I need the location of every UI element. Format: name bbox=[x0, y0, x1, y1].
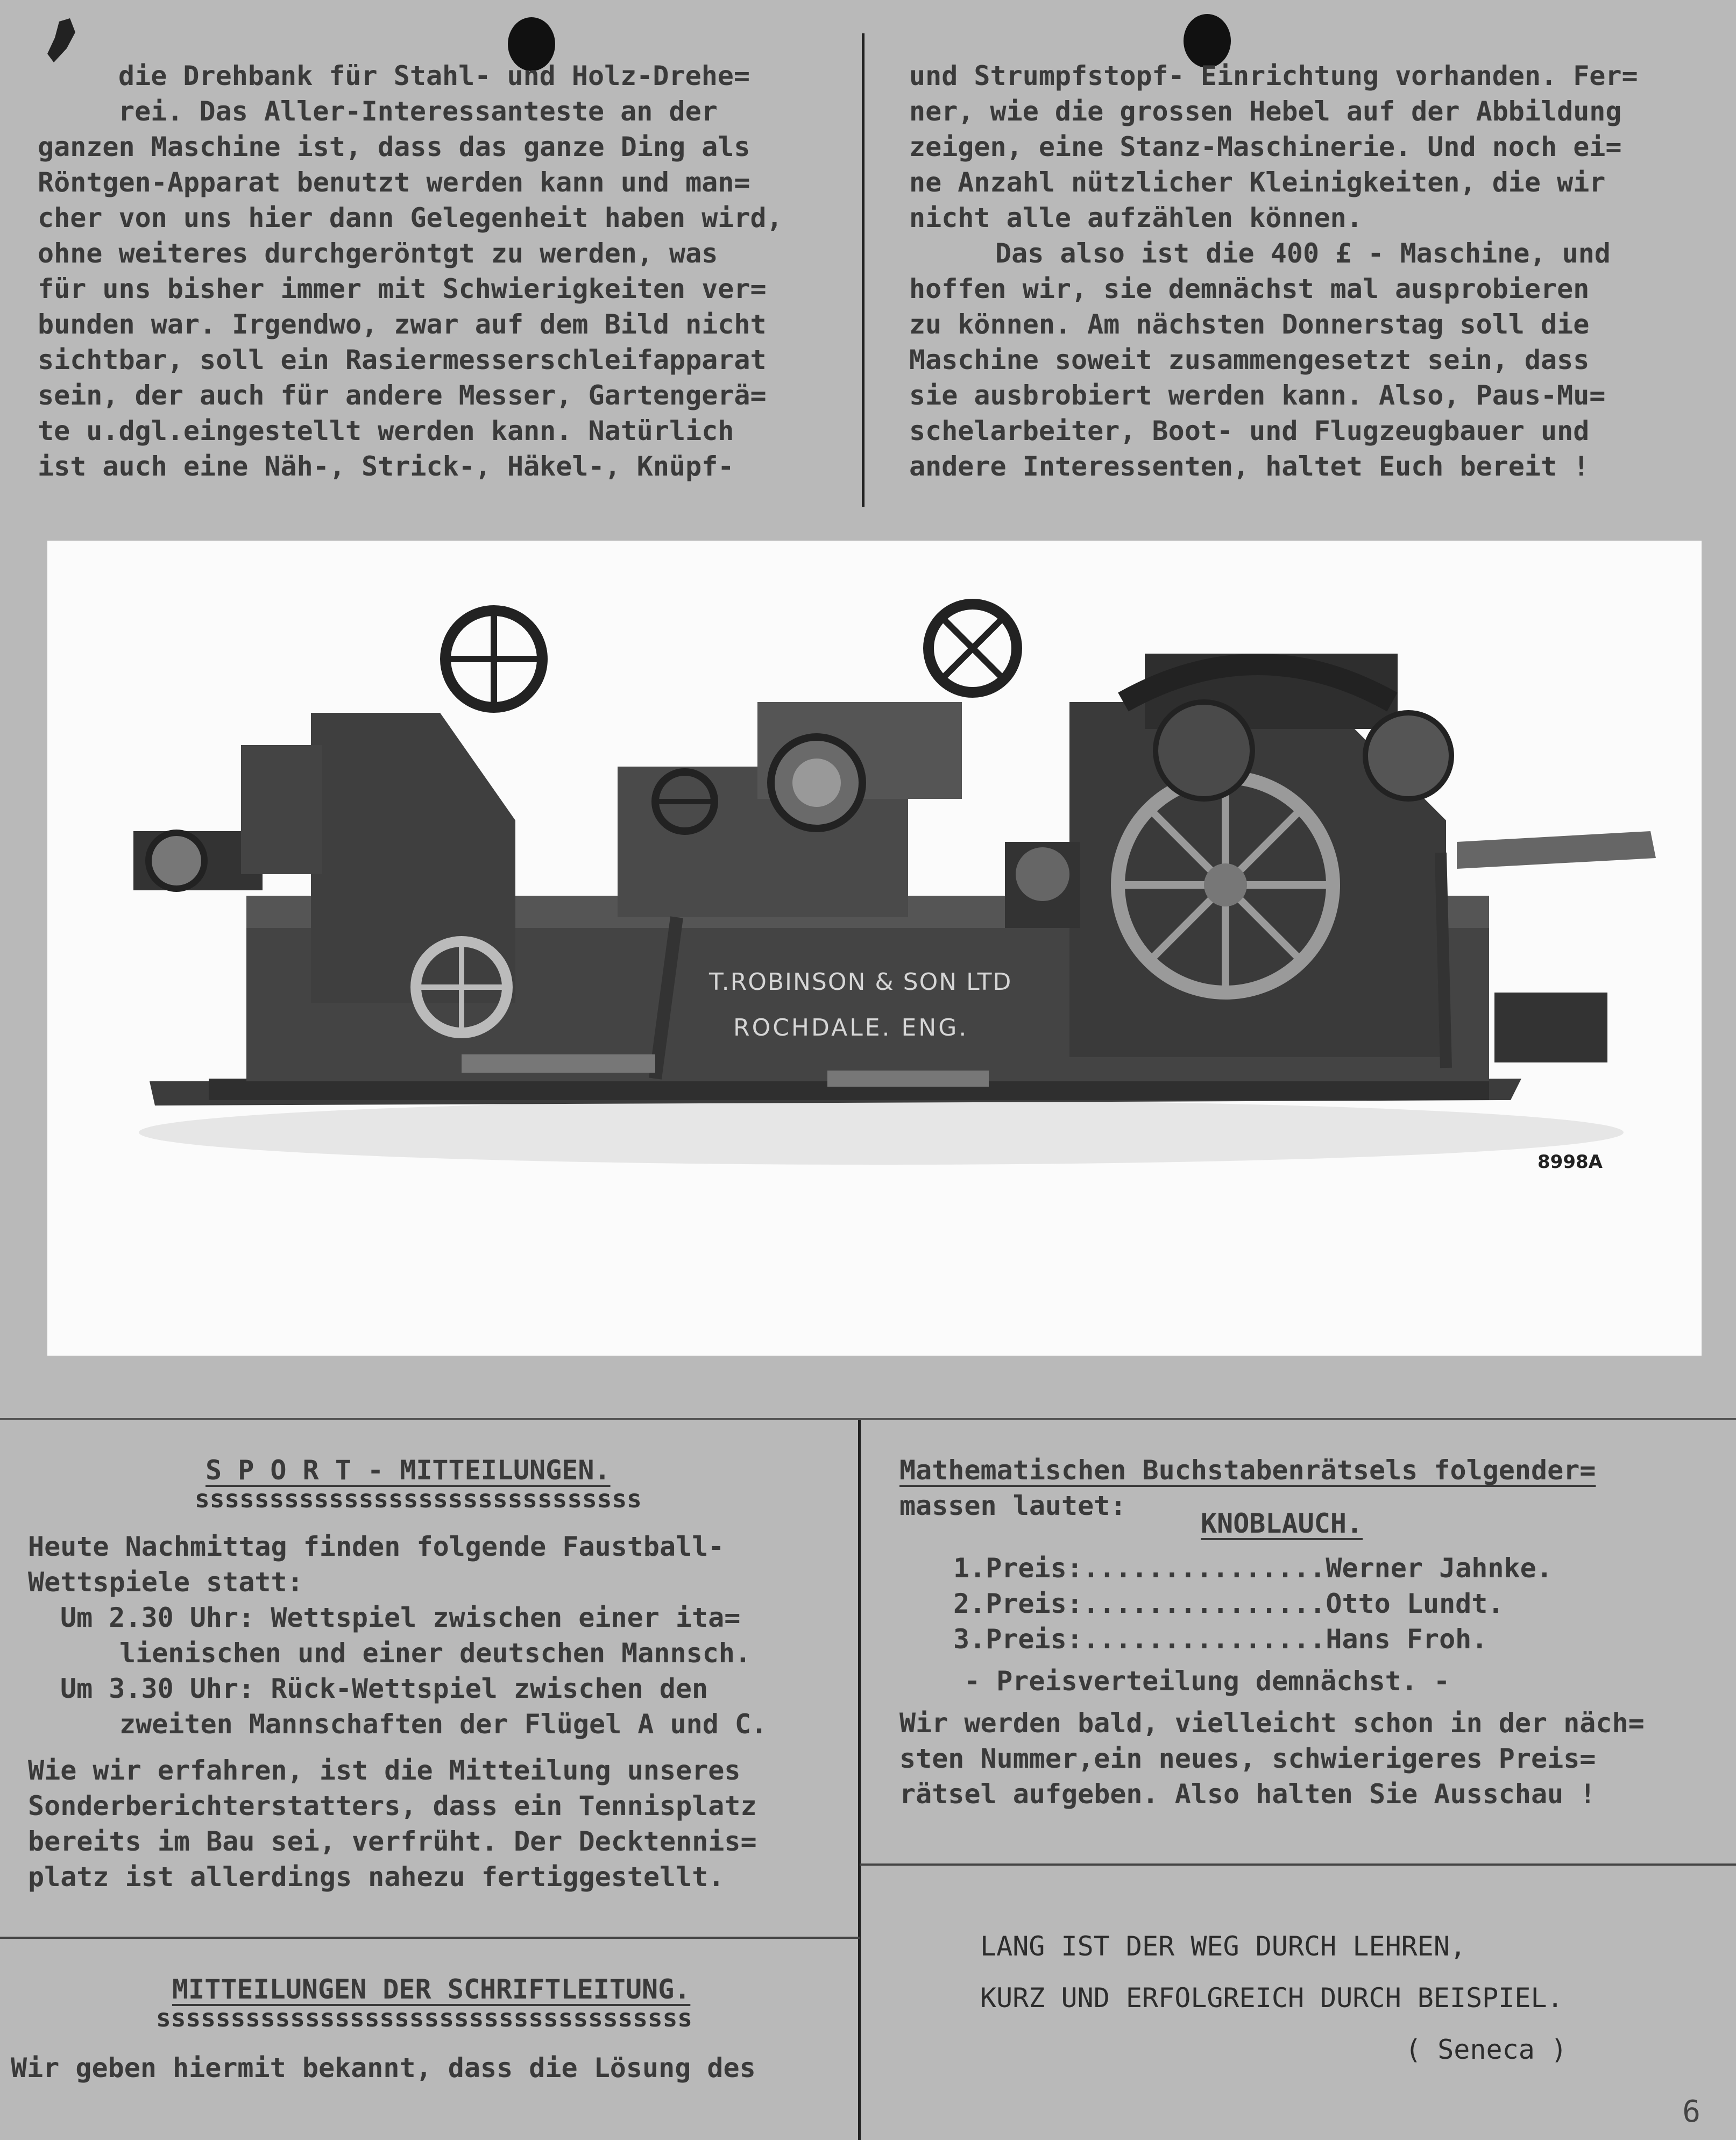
text-line: bereits im Bau sei, verfrüht. Der Decktennis= bbox=[28, 1826, 757, 1857]
text-line: Um 2.30 Uhr: Wettspiel zwischen einer ita= bbox=[60, 1602, 741, 1633]
maker-location: ROCHDALE. ENG. bbox=[733, 1014, 969, 1041]
quote-author: ( Seneca ) bbox=[1405, 2034, 1568, 2065]
prize-line: 2.Preis:...............Otto Lundt. bbox=[953, 1588, 1504, 1619]
text-line: hoffen wir, sie demnächst mal ausprobieren bbox=[909, 273, 1590, 304]
text-line: Wir werden bald, vielleicht schon in der näch= bbox=[899, 1707, 1645, 1739]
text-line: Heute Nachmittag finden folgende Faustball- bbox=[28, 1531, 725, 1562]
prize-note: - Preisverteilung demnächst. - bbox=[964, 1666, 1450, 1697]
machine-illustration bbox=[47, 541, 1702, 1356]
quote-line-2: KURZ UND ERFOLGREICH DURCH BEISPIEL. bbox=[980, 1982, 1563, 2014]
text-line: Wettspiele statt: bbox=[28, 1567, 303, 1598]
prize-line: 3.Preis:...............Hans Froh. bbox=[953, 1624, 1488, 1655]
sport-section bbox=[28, 1452, 767, 1895]
text-line: Maschine soweit zusammengesetzt sein, dass bbox=[909, 344, 1590, 375]
bottom-top-rule bbox=[0, 1418, 1736, 1420]
text-line: die Drehbank für Stahl- und Holz-Drehe= bbox=[118, 60, 750, 91]
text-line: nicht alle aufzählen können. bbox=[909, 202, 1363, 233]
sport-editor-rule bbox=[0, 1937, 860, 1939]
top-right-column bbox=[909, 58, 1638, 484]
text-line: sie ausbrobiert werden kann. Also, Paus-Mu= bbox=[909, 380, 1606, 411]
text-line: Um 3.30 Uhr: Rück-Wettspiel zwischen den bbox=[60, 1673, 708, 1704]
text-line: rätsel aufgeben. Also halten Sie Ausschau ! bbox=[899, 1778, 1596, 1810]
editor-section bbox=[11, 1972, 756, 2086]
text-line: ne Anzahl nützlicher Kleinigkeiten, die wir bbox=[909, 167, 1606, 198]
text-line: massen lautet: bbox=[899, 1490, 1126, 1521]
text-line: ner, wie die grossen Hebel auf der Abbildung bbox=[909, 96, 1622, 127]
prize-line: 1.Preis:...............Werner Jahnke. bbox=[953, 1553, 1553, 1584]
text-line: sten Nummer,ein neues, schwierigeres Preis= bbox=[899, 1743, 1596, 1774]
text-line: ganzen Maschine ist, dass das ganze Ding als bbox=[38, 131, 750, 162]
text-line: andere Interessenten, haltet Euch bereit ! bbox=[909, 451, 1590, 482]
text-line: Mathematischen Buchstabenrätsels folgender= bbox=[899, 1455, 1596, 1486]
page-number: 6 bbox=[1682, 2094, 1700, 2129]
text-line: Wir geben hiermit bekannt, dass die Lösung des bbox=[11, 2052, 756, 2084]
ink-blot bbox=[43, 16, 81, 65]
text-line: Wie wir erfahren, ist die Mitteilung unseres bbox=[28, 1755, 741, 1786]
quote-line-1: LANG IST DER WEG DURCH LEHREN, bbox=[980, 1931, 1466, 1962]
editor-heading: MITTEILUNGEN DER SCHRIFTLEITUNG. bbox=[172, 1974, 691, 2005]
sport-heading-ornament: ssssssssssssssssssssssssssssss bbox=[195, 1488, 642, 1510]
text-line: zweiten Mannschaften der Flügel A und C. bbox=[119, 1709, 768, 1740]
column-divider-top bbox=[862, 33, 865, 507]
text-line: platz ist allerdings nahezu fertiggestellt. bbox=[28, 1861, 725, 1893]
text-line: ohne weiteres durchgeröntgt zu werden, was bbox=[38, 238, 718, 269]
text-line: ist auch eine Näh-, Strick-, Häkel-, Knüpf- bbox=[38, 451, 734, 482]
text-line: lienischen und einer deutschen Mannsch. bbox=[119, 1638, 751, 1669]
puzzle-quote-rule bbox=[860, 1863, 1736, 1866]
machine-photograph bbox=[47, 541, 1702, 1356]
text-line: zu können. Am nächsten Donnerstag soll die bbox=[909, 309, 1590, 340]
editor-heading-ornament: ssssssssssssssssssssssssssssssssssss bbox=[156, 2007, 692, 2029]
sport-heading: S P O R T - MITTEILUNGEN. bbox=[206, 1455, 611, 1486]
maker-name: T.ROBINSON & SON LTD bbox=[709, 968, 1012, 996]
text-line: cher von uns hier dann Gelegenheit haben wird, bbox=[38, 202, 783, 233]
text-line: sein, der auch für andere Messer, Gartengerä= bbox=[38, 380, 767, 411]
text-line: Das also ist die 400 £ - Maschine, und bbox=[995, 238, 1611, 269]
column-divider-bottom bbox=[858, 1420, 861, 2140]
top-left-column bbox=[38, 58, 783, 484]
text-line: rei. Das Aller-Interessanteste an der bbox=[118, 96, 718, 127]
text-line: te u.dgl.eingestellt werden kann. Natürlich bbox=[38, 415, 734, 447]
text-line: schelarbeiter, Boot- und Flugzeugbauer und bbox=[909, 415, 1590, 447]
text-line: sichtbar, soll ein Rasiermesserschleifapparat bbox=[38, 344, 767, 375]
text-line: Sonderberichterstatters, dass ein Tennisplatz bbox=[28, 1790, 757, 1822]
puzzle-section bbox=[899, 1452, 1645, 1812]
text-line: für uns bisher immer mit Schwierigkeiten ver= bbox=[38, 273, 767, 304]
plate-number: 8998A bbox=[1537, 1151, 1603, 1173]
text-line: Röntgen-Apparat benutzt werden kann und man= bbox=[38, 167, 750, 198]
puzzle-answer: KNOBLAUCH. bbox=[1201, 1508, 1363, 1539]
text-line: und Strumpfstopf- Einrichtung vorhanden. Fer= bbox=[909, 60, 1638, 91]
text-line: bunden war. Irgendwo, zwar auf dem Bild nicht bbox=[38, 309, 767, 340]
text-line: zeigen, eine Stanz-Maschinerie. Und noch ei= bbox=[909, 131, 1622, 162]
